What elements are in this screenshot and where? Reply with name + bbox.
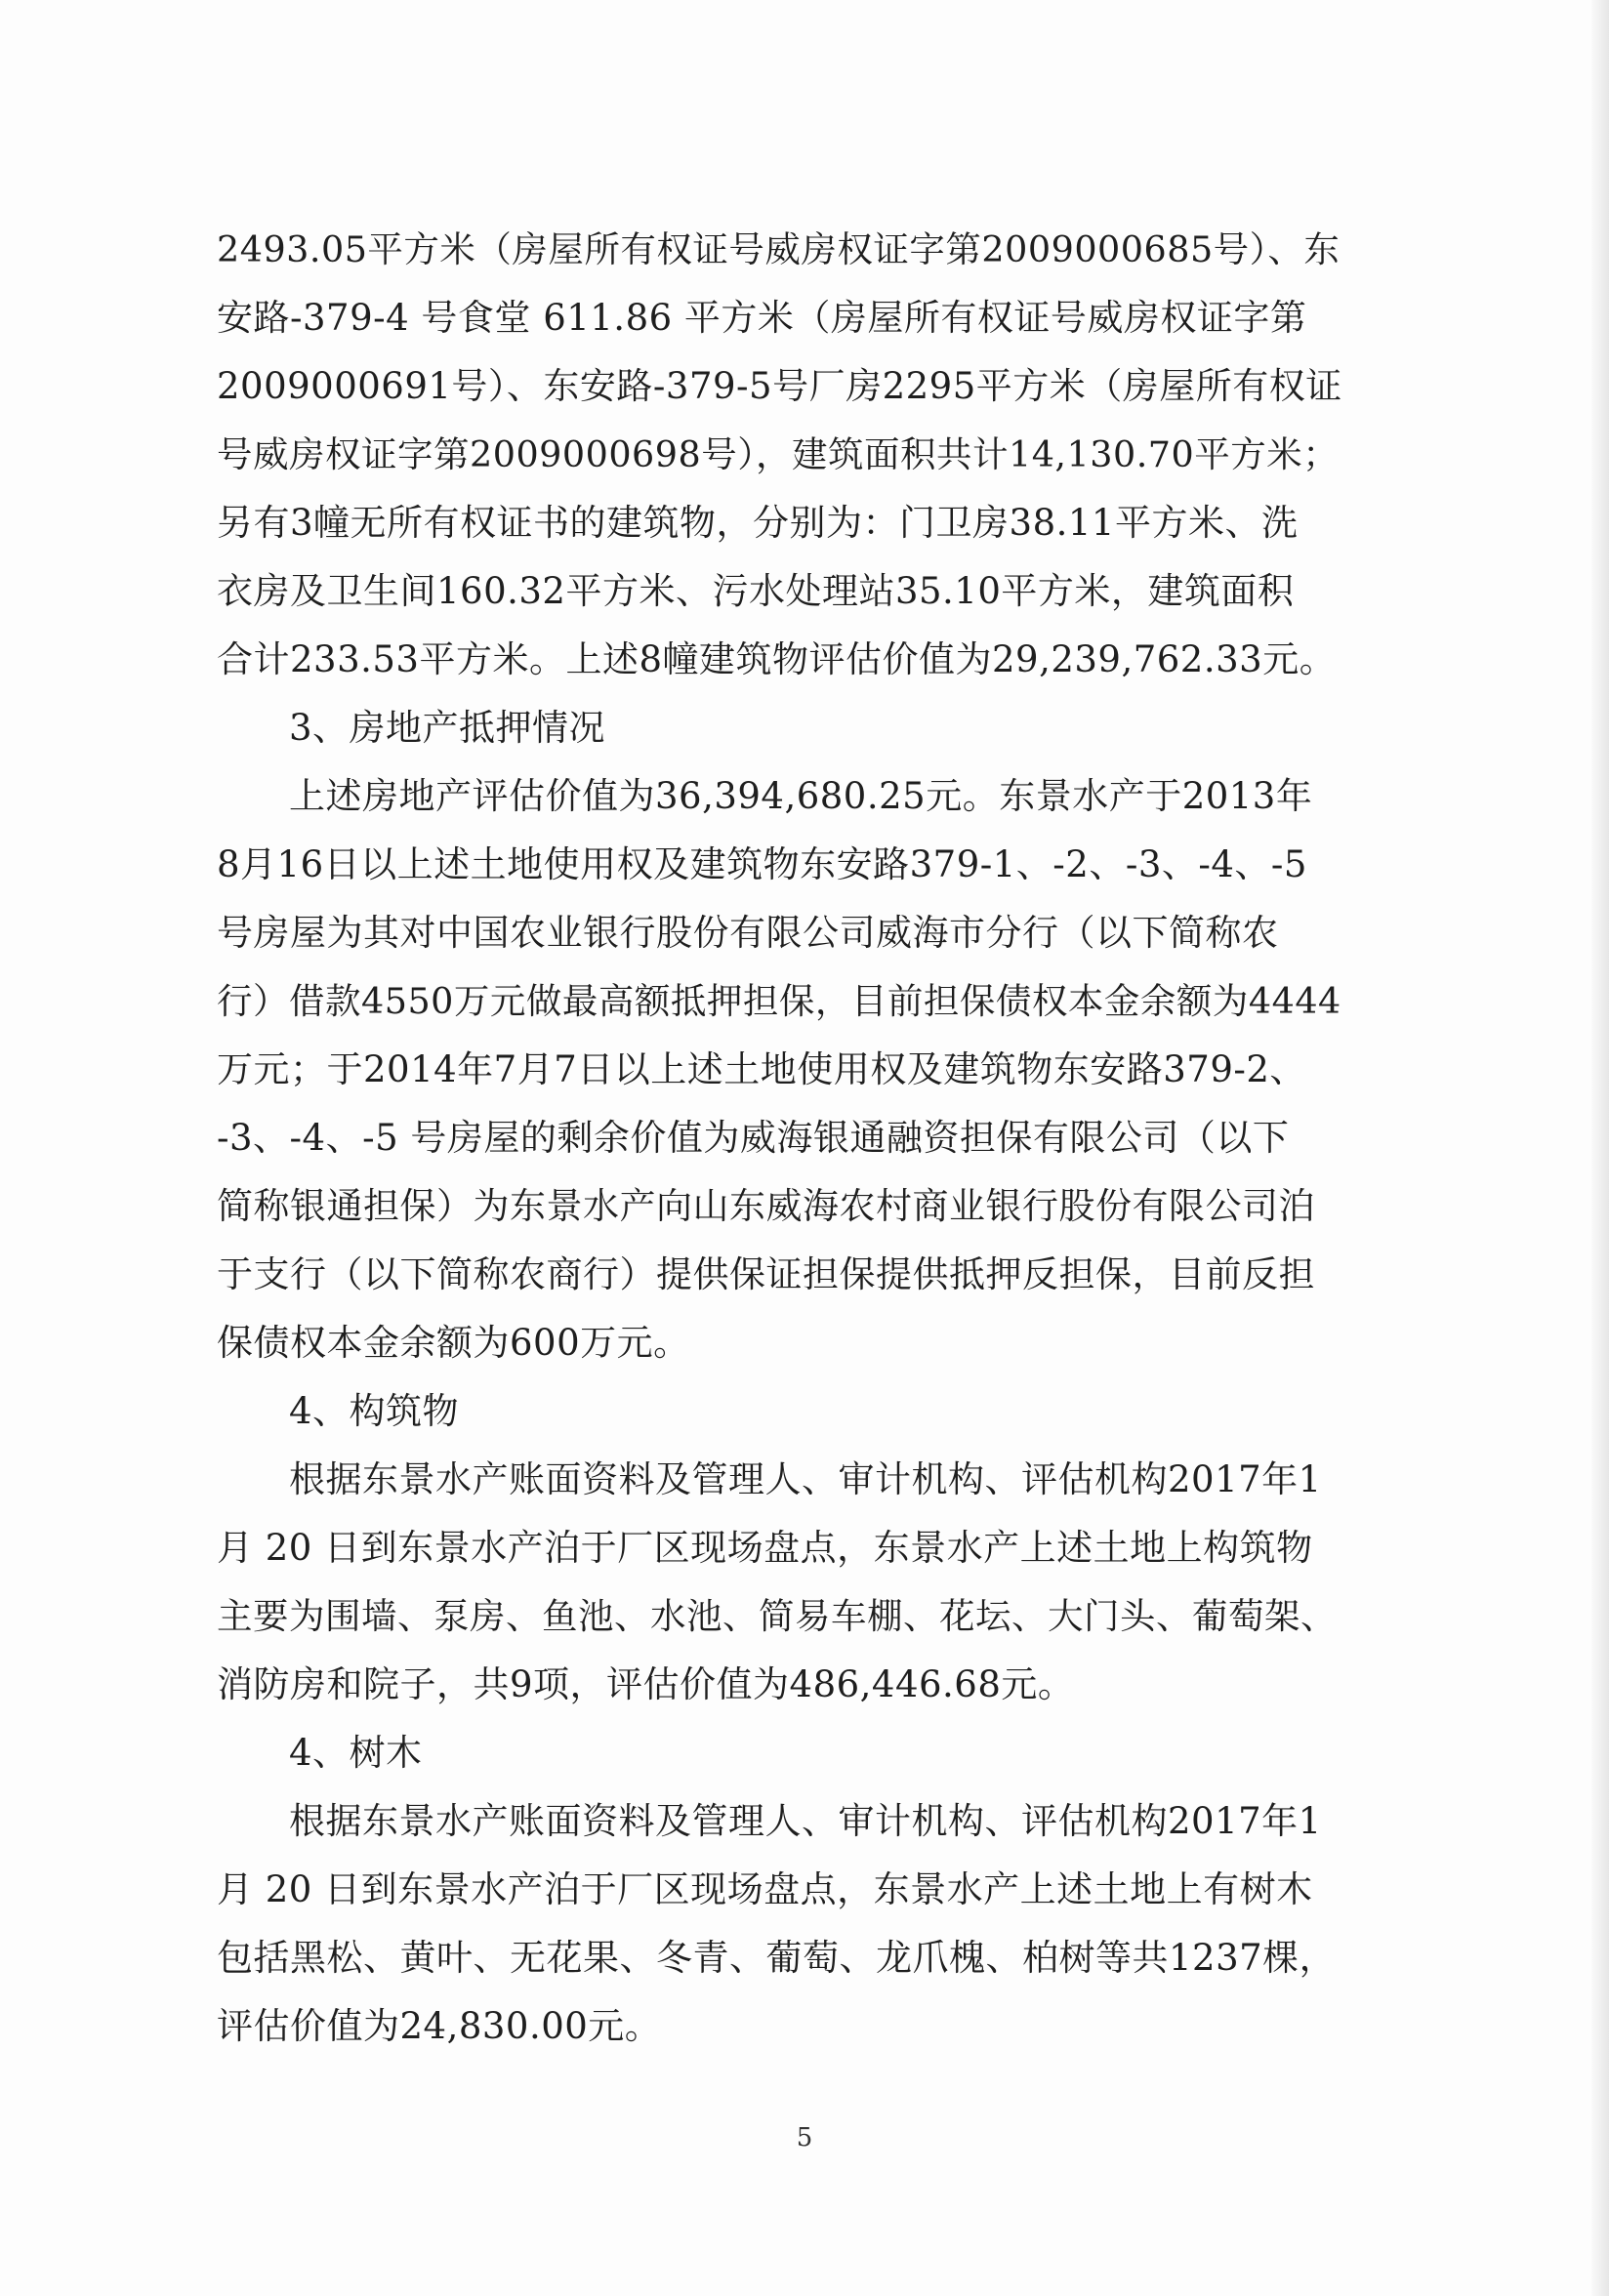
scan-edge xyxy=(1591,0,1609,2296)
body-line: 行）借款4550万元做最高额抵押担保，目前担保债权本金余额为4444 xyxy=(217,980,1341,1022)
paragraph-first-line: 上述房地产评估价值为36,394,680.25元。东景水产于2013年 xyxy=(289,775,1313,817)
body-line: 合计233.53平方米。上述8幢建筑物评估价值为29,239,762.33元。 xyxy=(217,638,1337,680)
section-heading: 4、构筑物 xyxy=(289,1390,460,1432)
body-line: 2493.05平方米（房屋所有权证号威房权证字第2009000685号）、东 xyxy=(217,228,1341,270)
body-line: 安路-379-4 号食堂 611.86 平方米（房屋所有权证号威房权证字第 xyxy=(217,297,1307,339)
body-line: 简称银通担保）为东景水产向山东威海农村商业银行股份有限公司泊 xyxy=(217,1185,1315,1227)
body-line: 2009000691号）、东安路-379-5号厂房2295平方米（房屋所有权证 xyxy=(217,365,1342,407)
body-line: 月 20 日到东景水产泊于厂区现场盘点，东景水产上述土地上有树木 xyxy=(217,1868,1313,1910)
body-line: 月 20 日到东景水产泊于厂区现场盘点，东景水产上述土地上构筑物 xyxy=(217,1527,1313,1569)
paragraph-first-line: 根据东景水产账面资料及管理人、审计机构、评估机构2017年1 xyxy=(289,1458,1322,1500)
body-line: 消防房和院子，共9项，评估价值为486,446.68元。 xyxy=(217,1663,1075,1705)
body-line: 于支行（以下简称农商行）提供保证担保提供抵押反担保，目前反担 xyxy=(217,1253,1315,1295)
body-line: -3、-4、-5 号房屋的剩余价值为威海银通融资担保有限公司（以下 xyxy=(217,1117,1290,1159)
body-line: 另有3幢无所有权证书的建筑物，分别为：门卫房38.11平方米、洗 xyxy=(217,502,1299,544)
body-line: 包括黑松、黄叶、无花果、冬青、葡萄、龙爪槐、柏树等共1237棵， xyxy=(217,1937,1337,1979)
body-line: 衣房及卫生间160.32平方米、污水处理站35.10平方米，建筑面积 xyxy=(217,570,1295,612)
body-line: 8月16日以上述土地使用权及建筑物东安路379-1、-2、-3、-4、-5 xyxy=(217,843,1307,885)
paragraph-first-line: 根据东景水产账面资料及管理人、审计机构、评估机构2017年1 xyxy=(289,1800,1322,1842)
section-heading: 3、房地产抵押情况 xyxy=(289,707,606,749)
section-heading: 4、树木 xyxy=(289,1732,423,1774)
body-line: 保债权本金余额为600万元。 xyxy=(217,1322,690,1364)
page-number: 5 xyxy=(796,2123,813,2152)
body-line: 评估价值为24,830.00元。 xyxy=(217,2005,662,2047)
body-line: 号威房权证字第2009000698号），建筑面积共计14,130.70平方米； xyxy=(217,433,1340,475)
body-line: 万元；于2014年7月7日以上述土地使用权及建筑物东安路379-2、 xyxy=(217,1048,1306,1090)
body-line: 号房屋为其对中国农业银行股份有限公司威海市分行（以下简称农 xyxy=(217,912,1279,954)
body-line: 主要为围墙、泵房、鱼池、水池、简易车棚、花坛、大门头、葡萄架、 xyxy=(217,1595,1337,1637)
